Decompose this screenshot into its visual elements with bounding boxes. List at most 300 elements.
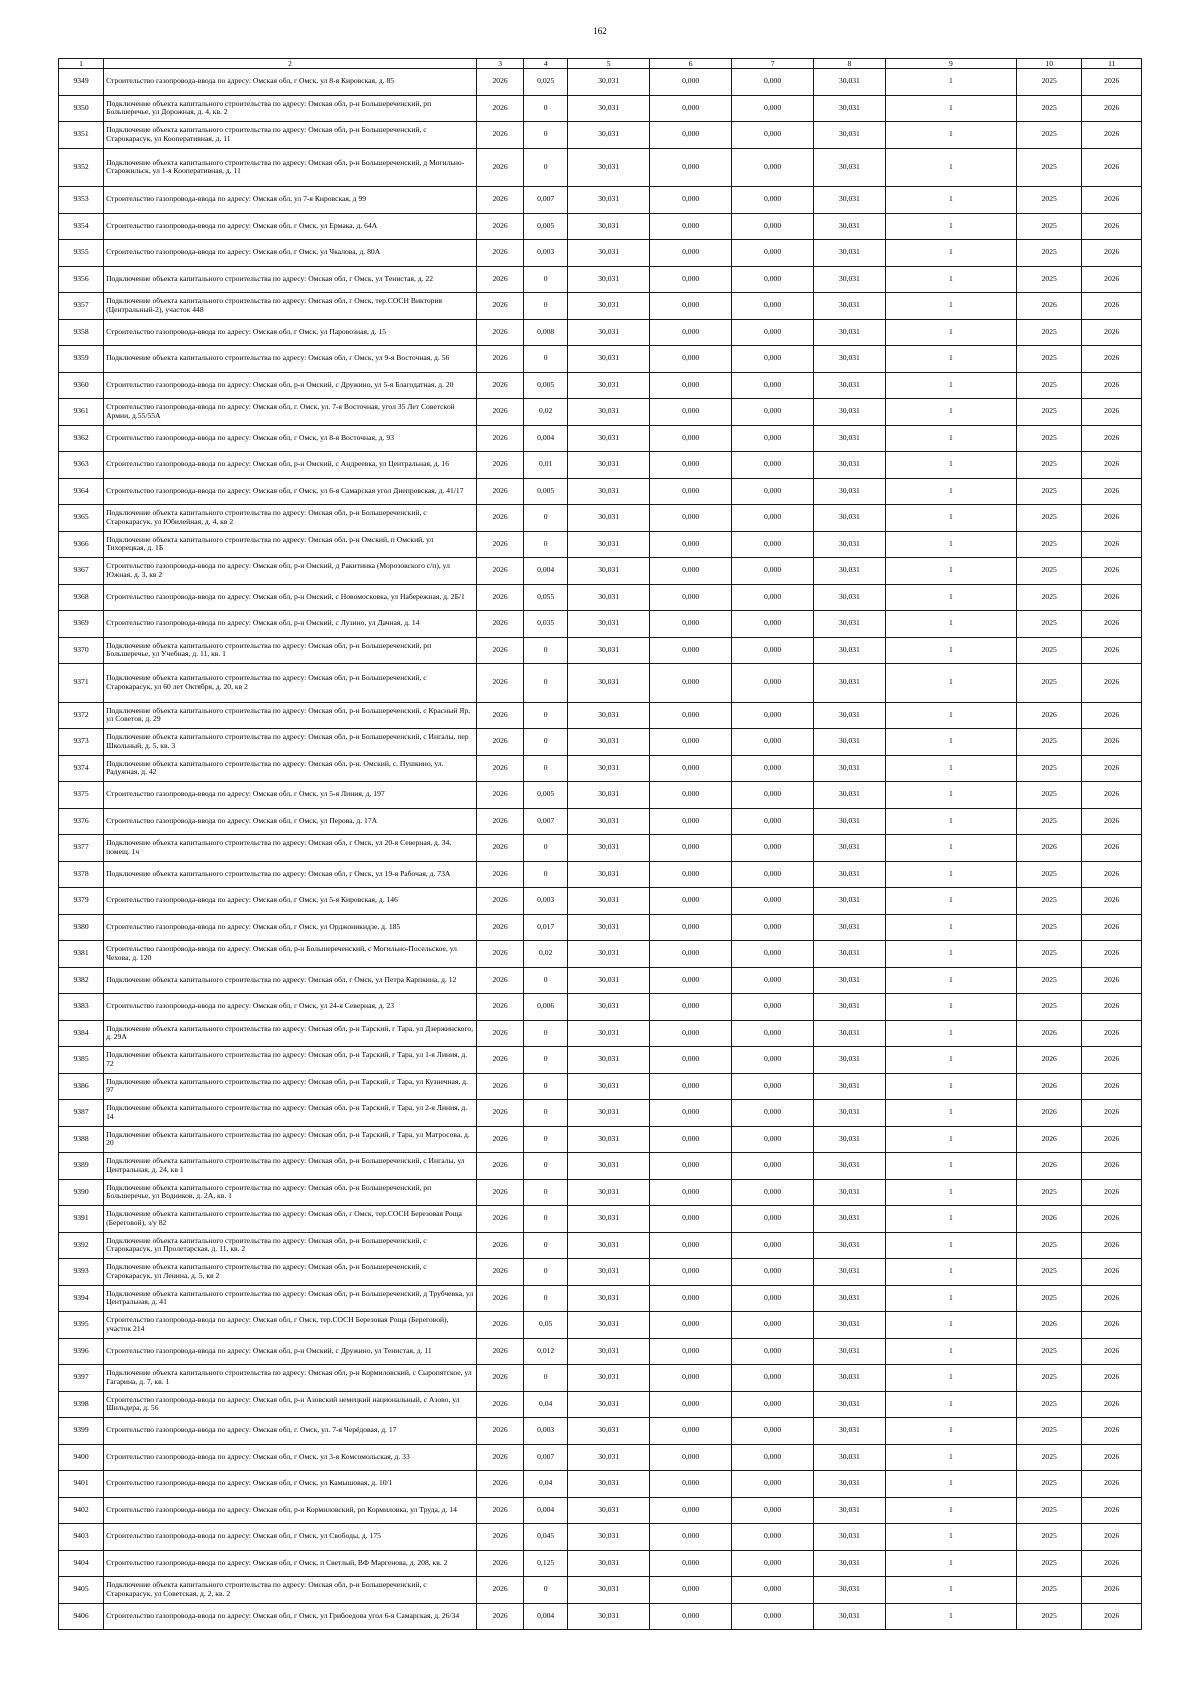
cell: 0,000 <box>650 1100 732 1127</box>
table-row <box>59 888 1142 915</box>
cell: 2026 <box>477 1047 524 1074</box>
cell: 2026 <box>1082 1444 1142 1471</box>
cell: 2026 <box>477 1418 524 1445</box>
cell: 2026 <box>1082 1126 1142 1153</box>
cell: 0,000 <box>732 1418 814 1445</box>
cell: 0,000 <box>650 611 732 638</box>
table-row <box>59 478 1142 505</box>
description-cell: Подключение объекта капитального строительства по адресу: Омская обл, г Омск, ул Петра Карпкина, д. 12 <box>104 967 477 994</box>
cell: 0 <box>524 1047 568 1074</box>
cell: 2026 <box>1082 531 1142 558</box>
cell: 2026 <box>477 941 524 968</box>
cell: 1 <box>885 994 1016 1021</box>
table-row <box>59 1100 1142 1127</box>
cell: 30,031 <box>568 1153 650 1180</box>
description-cell: Строительство газопровода-ввода по адресу: Омская обл, г Омск, ул 8-я Восточная, д. 93 <box>104 425 477 452</box>
cell: 0 <box>524 1100 568 1127</box>
cell: 1 <box>885 187 1016 214</box>
cell: 1 <box>885 240 1016 267</box>
cell: 2026 <box>477 755 524 782</box>
cell: 30,031 <box>568 967 650 994</box>
cell: 30,031 <box>568 1259 650 1286</box>
table-row <box>59 1020 1142 1047</box>
cell: 0,000 <box>732 1100 814 1127</box>
cell: 2026 <box>1082 558 1142 585</box>
cell: 2026 <box>477 967 524 994</box>
cell: 30,031 <box>814 505 886 532</box>
cell: 0,000 <box>732 399 814 426</box>
cell: 1 <box>885 478 1016 505</box>
column-header: 5 <box>568 59 650 69</box>
cell: 30,031 <box>568 213 650 240</box>
cell: 1 <box>885 637 1016 664</box>
cell: 2026 <box>1082 266 1142 293</box>
cell: 30,031 <box>814 1073 886 1100</box>
description-cell: Подключение объекта капитального строительства по адресу: Омская обл, р-н Большереченский, с Старокарасук, ул Советская, д. 2, кв. 2 <box>104 1577 477 1604</box>
cell: 30,031 <box>814 1471 886 1498</box>
row-number-cell: 9358 <box>59 319 104 346</box>
cell: 0,035 <box>524 611 568 638</box>
cell: 2026 <box>477 399 524 426</box>
row-number-cell: 9368 <box>59 584 104 611</box>
cell: 1 <box>885 505 1016 532</box>
cell: 0,000 <box>650 1524 732 1551</box>
cell: 1 <box>885 319 1016 346</box>
cell: 0,000 <box>732 95 814 122</box>
cell: 2026 <box>477 425 524 452</box>
table-row <box>59 558 1142 585</box>
cell: 2026 <box>1082 1418 1142 1445</box>
cell: 0,000 <box>732 994 814 1021</box>
cell: 0 <box>524 148 568 187</box>
cell: 30,031 <box>568 505 650 532</box>
cell: 0,000 <box>650 1444 732 1471</box>
cell: 2026 <box>1082 637 1142 664</box>
cell: 0,000 <box>650 1259 732 1286</box>
cell: 30,031 <box>568 835 650 862</box>
table-row <box>59 95 1142 122</box>
description-cell: Строительство газопровода-ввода по адресу: Омская обл, г Омск, ул Орджоникидзе, д. 185 <box>104 914 477 941</box>
table-row <box>59 1179 1142 1206</box>
cell: 1 <box>885 531 1016 558</box>
cell: 0 <box>524 1126 568 1153</box>
cell: 30,031 <box>568 782 650 809</box>
cell: 2026 <box>1082 319 1142 346</box>
description-cell: Строительство газопровода-ввода по адресу: Омская обл, г Омск, ул Камышовая, д. 10/1 <box>104 1471 477 1498</box>
page-number: 162 <box>593 26 607 36</box>
cell: 30,031 <box>568 1444 650 1471</box>
cell: 1 <box>885 1047 1016 1074</box>
description-cell: Подключение объекта капитального строительства по адресу: Омская обл, р-н Большереченский, с Старокарасук, ул Пролетарская, д. 11, кв. 2 <box>104 1232 477 1259</box>
cell: 30,031 <box>568 702 650 729</box>
cell: 0,008 <box>524 319 568 346</box>
description-cell: Подключение объекта капитального строительства по адресу: Омская обл, р-н Большереченский, д Могильно-Старожильск, ул 1-я Кооперативная, д. 11 <box>104 148 477 187</box>
cell: 1 <box>885 1603 1016 1630</box>
cell: 30,031 <box>814 1524 886 1551</box>
cell: 30,031 <box>814 941 886 968</box>
cell: 2026 <box>477 1100 524 1127</box>
table-row <box>59 729 1142 756</box>
cell: 0,000 <box>650 95 732 122</box>
cell: 30,031 <box>814 1365 886 1392</box>
cell: 0,000 <box>732 1126 814 1153</box>
cell: 2025 <box>1016 213 1082 240</box>
cell: 2026 <box>1082 95 1142 122</box>
cell: 0,000 <box>650 994 732 1021</box>
row-number-cell: 9396 <box>59 1338 104 1365</box>
cell: 0,000 <box>732 531 814 558</box>
row-number-cell: 9359 <box>59 346 104 373</box>
cell: 1 <box>885 425 1016 452</box>
cell: 0,000 <box>650 319 732 346</box>
cell: 2026 <box>1082 148 1142 187</box>
cell: 30,031 <box>568 1206 650 1233</box>
cell: 30,031 <box>814 558 886 585</box>
cell: 1 <box>885 1497 1016 1524</box>
cell: 2026 <box>1082 755 1142 782</box>
cell: 30,031 <box>814 1603 886 1630</box>
cell: 2026 <box>477 729 524 756</box>
cell: 1 <box>885 213 1016 240</box>
cell: 0,000 <box>650 478 732 505</box>
cell: 0,005 <box>524 372 568 399</box>
cell: 2026 <box>477 1338 524 1365</box>
cell: 2026 <box>477 558 524 585</box>
row-number-cell: 9349 <box>59 69 104 96</box>
cell: 2026 <box>1082 399 1142 426</box>
cell: 30,031 <box>568 372 650 399</box>
cell: 30,031 <box>568 452 650 479</box>
cell: 0,000 <box>650 1497 732 1524</box>
description-cell: Подключение объекта капитального строительства по адресу: Омская обл, р-н Большереченский, с Ингалы, ул Центральная, д. 24, кв 1 <box>104 1153 477 1180</box>
cell: 30,031 <box>814 187 886 214</box>
cell: 0,000 <box>732 1153 814 1180</box>
cell: 30,031 <box>568 187 650 214</box>
description-cell: Подключение объекта капитального строительства по адресу: Омская обл, г Омск, ул Тенистая, д. 22 <box>104 266 477 293</box>
cell: 0,000 <box>732 1232 814 1259</box>
cell: 2026 <box>1082 1259 1142 1286</box>
cell: 0 <box>524 266 568 293</box>
table-row <box>59 1206 1142 1233</box>
cell: 0,000 <box>650 967 732 994</box>
cell: 0,000 <box>650 941 732 968</box>
cell: 0 <box>524 1179 568 1206</box>
description-cell: Строительство газопровода-ввода по адресу: Омская обл, г Омск, ул 24-я Северная, д. 23 <box>104 994 477 1021</box>
cell: 2026 <box>477 187 524 214</box>
table-row <box>59 1444 1142 1471</box>
cell: 1 <box>885 914 1016 941</box>
cell: 2025 <box>1016 122 1082 149</box>
cell: 2026 <box>477 835 524 862</box>
cell: 2026 <box>477 1206 524 1233</box>
row-number-cell: 9361 <box>59 399 104 426</box>
cell: 0,000 <box>732 1179 814 1206</box>
cell: 0 <box>524 505 568 532</box>
cell: 30,031 <box>568 558 650 585</box>
cell: 30,031 <box>814 293 886 320</box>
cell: 30,031 <box>814 531 886 558</box>
cell: 2025 <box>1016 941 1082 968</box>
description-cell: Подключение объекта капитального строительства по адресу: Омская обл, г Омск, ул 19-я Рабочая, д. 73А <box>104 861 477 888</box>
cell: 2025 <box>1016 1259 1082 1286</box>
cell: 2026 <box>477 1524 524 1551</box>
cell: 0,000 <box>732 1444 814 1471</box>
description-cell: Строительство газопровода-ввода по адресу: Омская обл, г. Омск, ул. 7-я Черёдовая, д. 17 <box>104 1418 477 1445</box>
cell: 0,000 <box>650 346 732 373</box>
row-number-cell: 9375 <box>59 782 104 809</box>
cell: 2026 <box>477 346 524 373</box>
row-number-cell: 9390 <box>59 1179 104 1206</box>
cell: 1 <box>885 1153 1016 1180</box>
cell: 0,000 <box>732 611 814 638</box>
cell: 0,000 <box>650 187 732 214</box>
description-cell: Подключение объекта капитального строительства по адресу: Омская обл, р-н Большереченский, с Старокарасук, ул Юбилейная, д. 4, кв 2 <box>104 505 477 532</box>
cell: 0,05 <box>524 1312 568 1339</box>
cell: 1 <box>885 1259 1016 1286</box>
table-row <box>59 1603 1142 1630</box>
description-cell: Подключение объекта капитального строительства по адресу: Омская обл, р-н Большереченский, рп Большеречье, ул Дорожная, д. 4, кв. 2 <box>104 95 477 122</box>
cell: 30,031 <box>568 584 650 611</box>
cell: 1 <box>885 95 1016 122</box>
description-cell: Строительство газопровода-ввода по адресу: Омская обл, г Омск, ул Перова, д. 17А <box>104 808 477 835</box>
table-row <box>59 1471 1142 1498</box>
cell: 2026 <box>477 1471 524 1498</box>
row-number-cell: 9397 <box>59 1365 104 1392</box>
table-row <box>59 425 1142 452</box>
table-row <box>59 637 1142 664</box>
cell: 0,000 <box>732 372 814 399</box>
cell: 0,000 <box>732 637 814 664</box>
cell: 1 <box>885 702 1016 729</box>
row-number-cell: 9405 <box>59 1577 104 1604</box>
cell: 2026 <box>1082 611 1142 638</box>
cell: 2025 <box>1016 478 1082 505</box>
cell: 2025 <box>1016 531 1082 558</box>
row-number-cell: 9393 <box>59 1259 104 1286</box>
column-header: 6 <box>650 59 732 69</box>
cell: 0 <box>524 95 568 122</box>
cell: 0,000 <box>650 664 732 703</box>
row-number-cell: 9402 <box>59 1497 104 1524</box>
cell: 30,031 <box>814 1126 886 1153</box>
cell: 30,031 <box>568 611 650 638</box>
cell: 1 <box>885 69 1016 96</box>
table-row <box>59 505 1142 532</box>
cell: 2026 <box>1082 1577 1142 1604</box>
cell: 0,000 <box>732 1312 814 1339</box>
cell: 1 <box>885 148 1016 187</box>
cell: 0,000 <box>732 122 814 149</box>
cell: 1 <box>885 1100 1016 1127</box>
cell: 30,031 <box>814 611 886 638</box>
row-number-cell: 9380 <box>59 914 104 941</box>
table-row <box>59 1126 1142 1153</box>
description-cell: Подключение объекта капитального строительства по адресу: Омская обл, р-н Большереченский, д Трубчевка, ул Центральная, д. 41 <box>104 1285 477 1312</box>
cell: 2026 <box>1082 1179 1142 1206</box>
row-number-cell: 9376 <box>59 808 104 835</box>
cell: 2026 <box>1016 1100 1082 1127</box>
description-cell: Подключение объекта капитального строительства по адресу: Омская обл, р-н Большереченский, рп Большеречье, ул Учебная, д. 11, кв. 1 <box>104 637 477 664</box>
cell: 30,031 <box>568 531 650 558</box>
description-cell: Подключение объекта капитального строительства по адресу: Омская обл, р-н Большереченский, рп Большеречье, ул Водников, д. 2А, кв. 1 <box>104 1179 477 1206</box>
cell: 30,031 <box>814 148 886 187</box>
cell: 0,000 <box>650 148 732 187</box>
cell: 0,000 <box>732 69 814 96</box>
cell: 0,000 <box>732 888 814 915</box>
cell: 30,031 <box>814 861 886 888</box>
cell: 0,000 <box>732 1338 814 1365</box>
cell: 1 <box>885 1285 1016 1312</box>
table-row <box>59 399 1142 426</box>
cell: 0,000 <box>732 1047 814 1074</box>
cell: 0,000 <box>732 1259 814 1286</box>
cell: 1 <box>885 835 1016 862</box>
cell: 2026 <box>1082 1603 1142 1630</box>
cell: 0,000 <box>650 1285 732 1312</box>
row-number-cell: 9355 <box>59 240 104 267</box>
cell: 2026 <box>477 611 524 638</box>
cell: 0 <box>524 346 568 373</box>
cell: 0 <box>524 1020 568 1047</box>
cell: 0,000 <box>732 1206 814 1233</box>
column-header: 8 <box>814 59 886 69</box>
cell: 0,003 <box>524 888 568 915</box>
cell: 0 <box>524 729 568 756</box>
description-cell: Строительство газопровода-ввода по адресу: Омская обл, р-н Омский, с Дружино, ул 5-я Благодатная, д. 20 <box>104 372 477 399</box>
row-number-cell: 9360 <box>59 372 104 399</box>
cell: 2025 <box>1016 808 1082 835</box>
row-number-cell: 9362 <box>59 425 104 452</box>
cell: 1 <box>885 122 1016 149</box>
cell: 1 <box>885 1020 1016 1047</box>
cell: 0,000 <box>650 531 732 558</box>
row-number-cell: 9399 <box>59 1418 104 1445</box>
cell: 2026 <box>477 1020 524 1047</box>
cell: 0,000 <box>650 452 732 479</box>
cell: 30,031 <box>814 994 886 1021</box>
cell: 2026 <box>477 372 524 399</box>
cell: 0,000 <box>650 782 732 809</box>
cell: 2025 <box>1016 994 1082 1021</box>
cell: 1 <box>885 611 1016 638</box>
cell: 1 <box>885 452 1016 479</box>
cell: 2026 <box>1082 69 1142 96</box>
cell: 0 <box>524 1259 568 1286</box>
cell: 2026 <box>1016 1073 1082 1100</box>
cell: 0,000 <box>732 1020 814 1047</box>
table-row <box>59 1285 1142 1312</box>
cell: 2025 <box>1016 1444 1082 1471</box>
cell: 0,000 <box>650 505 732 532</box>
cell: 2026 <box>1082 664 1142 703</box>
cell: 2026 <box>477 266 524 293</box>
cell: 1 <box>885 861 1016 888</box>
table-row <box>59 213 1142 240</box>
cell: 30,031 <box>568 1471 650 1498</box>
table-row <box>59 372 1142 399</box>
cell: 2025 <box>1016 888 1082 915</box>
cell: 0,000 <box>650 266 732 293</box>
description-cell: Подключение объекта капитального строительства по адресу: Омская обл, г Омск, тер.СОСН Березовая Роща (Береговой), з/у 82 <box>104 1206 477 1233</box>
table-row <box>59 994 1142 1021</box>
cell: 2026 <box>477 531 524 558</box>
cell: 30,031 <box>814 755 886 782</box>
table-row <box>59 1550 1142 1577</box>
cell: 2026 <box>477 1391 524 1418</box>
description-cell: Строительство газопровода-ввода по адресу: Омская обл, г Омск, тер.СОСН Березовая Роща (Береговой), участок 214 <box>104 1312 477 1339</box>
row-number-cell: 9371 <box>59 664 104 703</box>
row-number-cell: 9406 <box>59 1603 104 1630</box>
cell: 30,031 <box>568 346 650 373</box>
cell: 0,000 <box>732 148 814 187</box>
table-row <box>59 266 1142 293</box>
cell: 2025 <box>1016 967 1082 994</box>
cell: 0,000 <box>650 1603 732 1630</box>
cell: 2026 <box>477 782 524 809</box>
cell: 2025 <box>1016 1524 1082 1551</box>
cell: 2025 <box>1016 1338 1082 1365</box>
cell: 0,000 <box>650 1126 732 1153</box>
column-header: 10 <box>1016 59 1082 69</box>
cell: 30,031 <box>814 1232 886 1259</box>
cell: 2026 <box>1082 702 1142 729</box>
cell: 30,031 <box>814 584 886 611</box>
table-row <box>59 967 1142 994</box>
cell: 2026 <box>477 888 524 915</box>
table-row <box>59 346 1142 373</box>
column-header: 9 <box>885 59 1016 69</box>
cell: 30,031 <box>568 1179 650 1206</box>
cell: 2025 <box>1016 914 1082 941</box>
description-cell: Строительство газопровода-ввода по адресу: Омская обл, г Омск, ул 5-я Кировская, д. 146 <box>104 888 477 915</box>
cell: 0,045 <box>524 1524 568 1551</box>
description-cell: Подключение объекта капитального строительства по адресу: Омская обл, р-н Тарский, г Тара, ул 2-я Линия, д. 14 <box>104 1100 477 1127</box>
cell: 2025 <box>1016 346 1082 373</box>
cell: 2025 <box>1016 266 1082 293</box>
cell: 2026 <box>477 1312 524 1339</box>
cell: 0,055 <box>524 584 568 611</box>
description-cell: Строительство газопровода-ввода по адресу: Омская обл, г Омск, ул 5-я Линия, д. 197 <box>104 782 477 809</box>
description-cell: Строительство газопровода-ввода по адресу: Омская обл, г Омск, ул Свободы, д. 175 <box>104 1524 477 1551</box>
cell: 30,031 <box>568 240 650 267</box>
cell: 1 <box>885 346 1016 373</box>
description-cell: Подключение объекта капитального строительства по адресу: Омская обл, р-н Омский, п Омский, ул Тихорецкая, д. 1Б <box>104 531 477 558</box>
description-cell: Подключение объекта капитального строительства по адресу: Омская обл, р-н Большереченский, с Красный Яр, ул Советов, д. 29 <box>104 702 477 729</box>
cell: 1 <box>885 1524 1016 1551</box>
cell: 0,000 <box>732 1073 814 1100</box>
cell: 2026 <box>1082 505 1142 532</box>
description-cell: Строительство газопровода-ввода по адресу: Омская обл, р-н Омский, д Ракитинка (Морозовского с/п), ул Южная, д. 3, кв 2 <box>104 558 477 585</box>
table-row <box>59 293 1142 320</box>
cell: 0,000 <box>732 808 814 835</box>
table-row <box>59 187 1142 214</box>
cell: 2026 <box>1082 1391 1142 1418</box>
table-row <box>59 452 1142 479</box>
cell: 0,004 <box>524 1497 568 1524</box>
cell: 2025 <box>1016 1285 1082 1312</box>
cell: 2026 <box>1082 1100 1142 1127</box>
cell: 0 <box>524 122 568 149</box>
cell: 0,000 <box>650 399 732 426</box>
cell: 1 <box>885 1179 1016 1206</box>
cell: 0,02 <box>524 399 568 426</box>
table-row <box>59 782 1142 809</box>
registry-table <box>58 58 1142 1630</box>
cell: 0,000 <box>650 69 732 96</box>
cell: 2026 <box>1082 808 1142 835</box>
cell: 2025 <box>1016 729 1082 756</box>
cell: 2026 <box>477 1073 524 1100</box>
